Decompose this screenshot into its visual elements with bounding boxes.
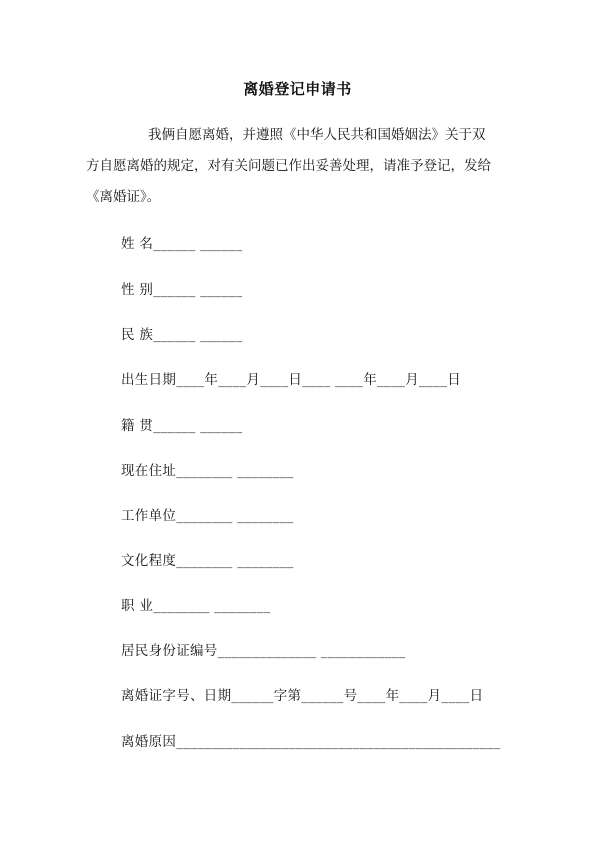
field-ethnicity: 民 族______ ______ <box>121 327 243 343</box>
field-education: 文化程度________ ________ <box>121 553 294 569</box>
intro-line-3: 《离婚证》。 <box>86 189 161 205</box>
field-reason: 离婚原因______________________________________________ <box>121 734 501 750</box>
field-employer: 工作单位________ ________ <box>121 508 294 524</box>
page-title: 离婚登记申请书 <box>243 80 352 98</box>
field-certificate: 离婚证字号、日期______字第______号____年____月____日 <box>121 688 484 704</box>
field-occupation: 职 业________ ________ <box>121 598 271 614</box>
field-name: 姓 名______ ______ <box>121 236 243 252</box>
field-gender: 性 别______ ______ <box>121 282 243 298</box>
field-native-place: 籍 贯______ ______ <box>121 418 243 434</box>
field-address: 现在住址________ ________ <box>121 463 294 479</box>
field-birth-date: 出生日期____年____月____日____ ____年____月____日 <box>121 372 461 388</box>
field-id-number: 居民身份证编号______________ ____________ <box>121 643 406 659</box>
intro-line-2: 方自愿离婚的规定，对有关问题已作出妥善处理，请准予登记，发给 <box>86 158 491 174</box>
intro-paragraph <box>86 120 516 213</box>
intro-line-1: 我俩自愿离婚，并遵照《中华人民共和国婚姻法》关于双 <box>148 127 486 143</box>
